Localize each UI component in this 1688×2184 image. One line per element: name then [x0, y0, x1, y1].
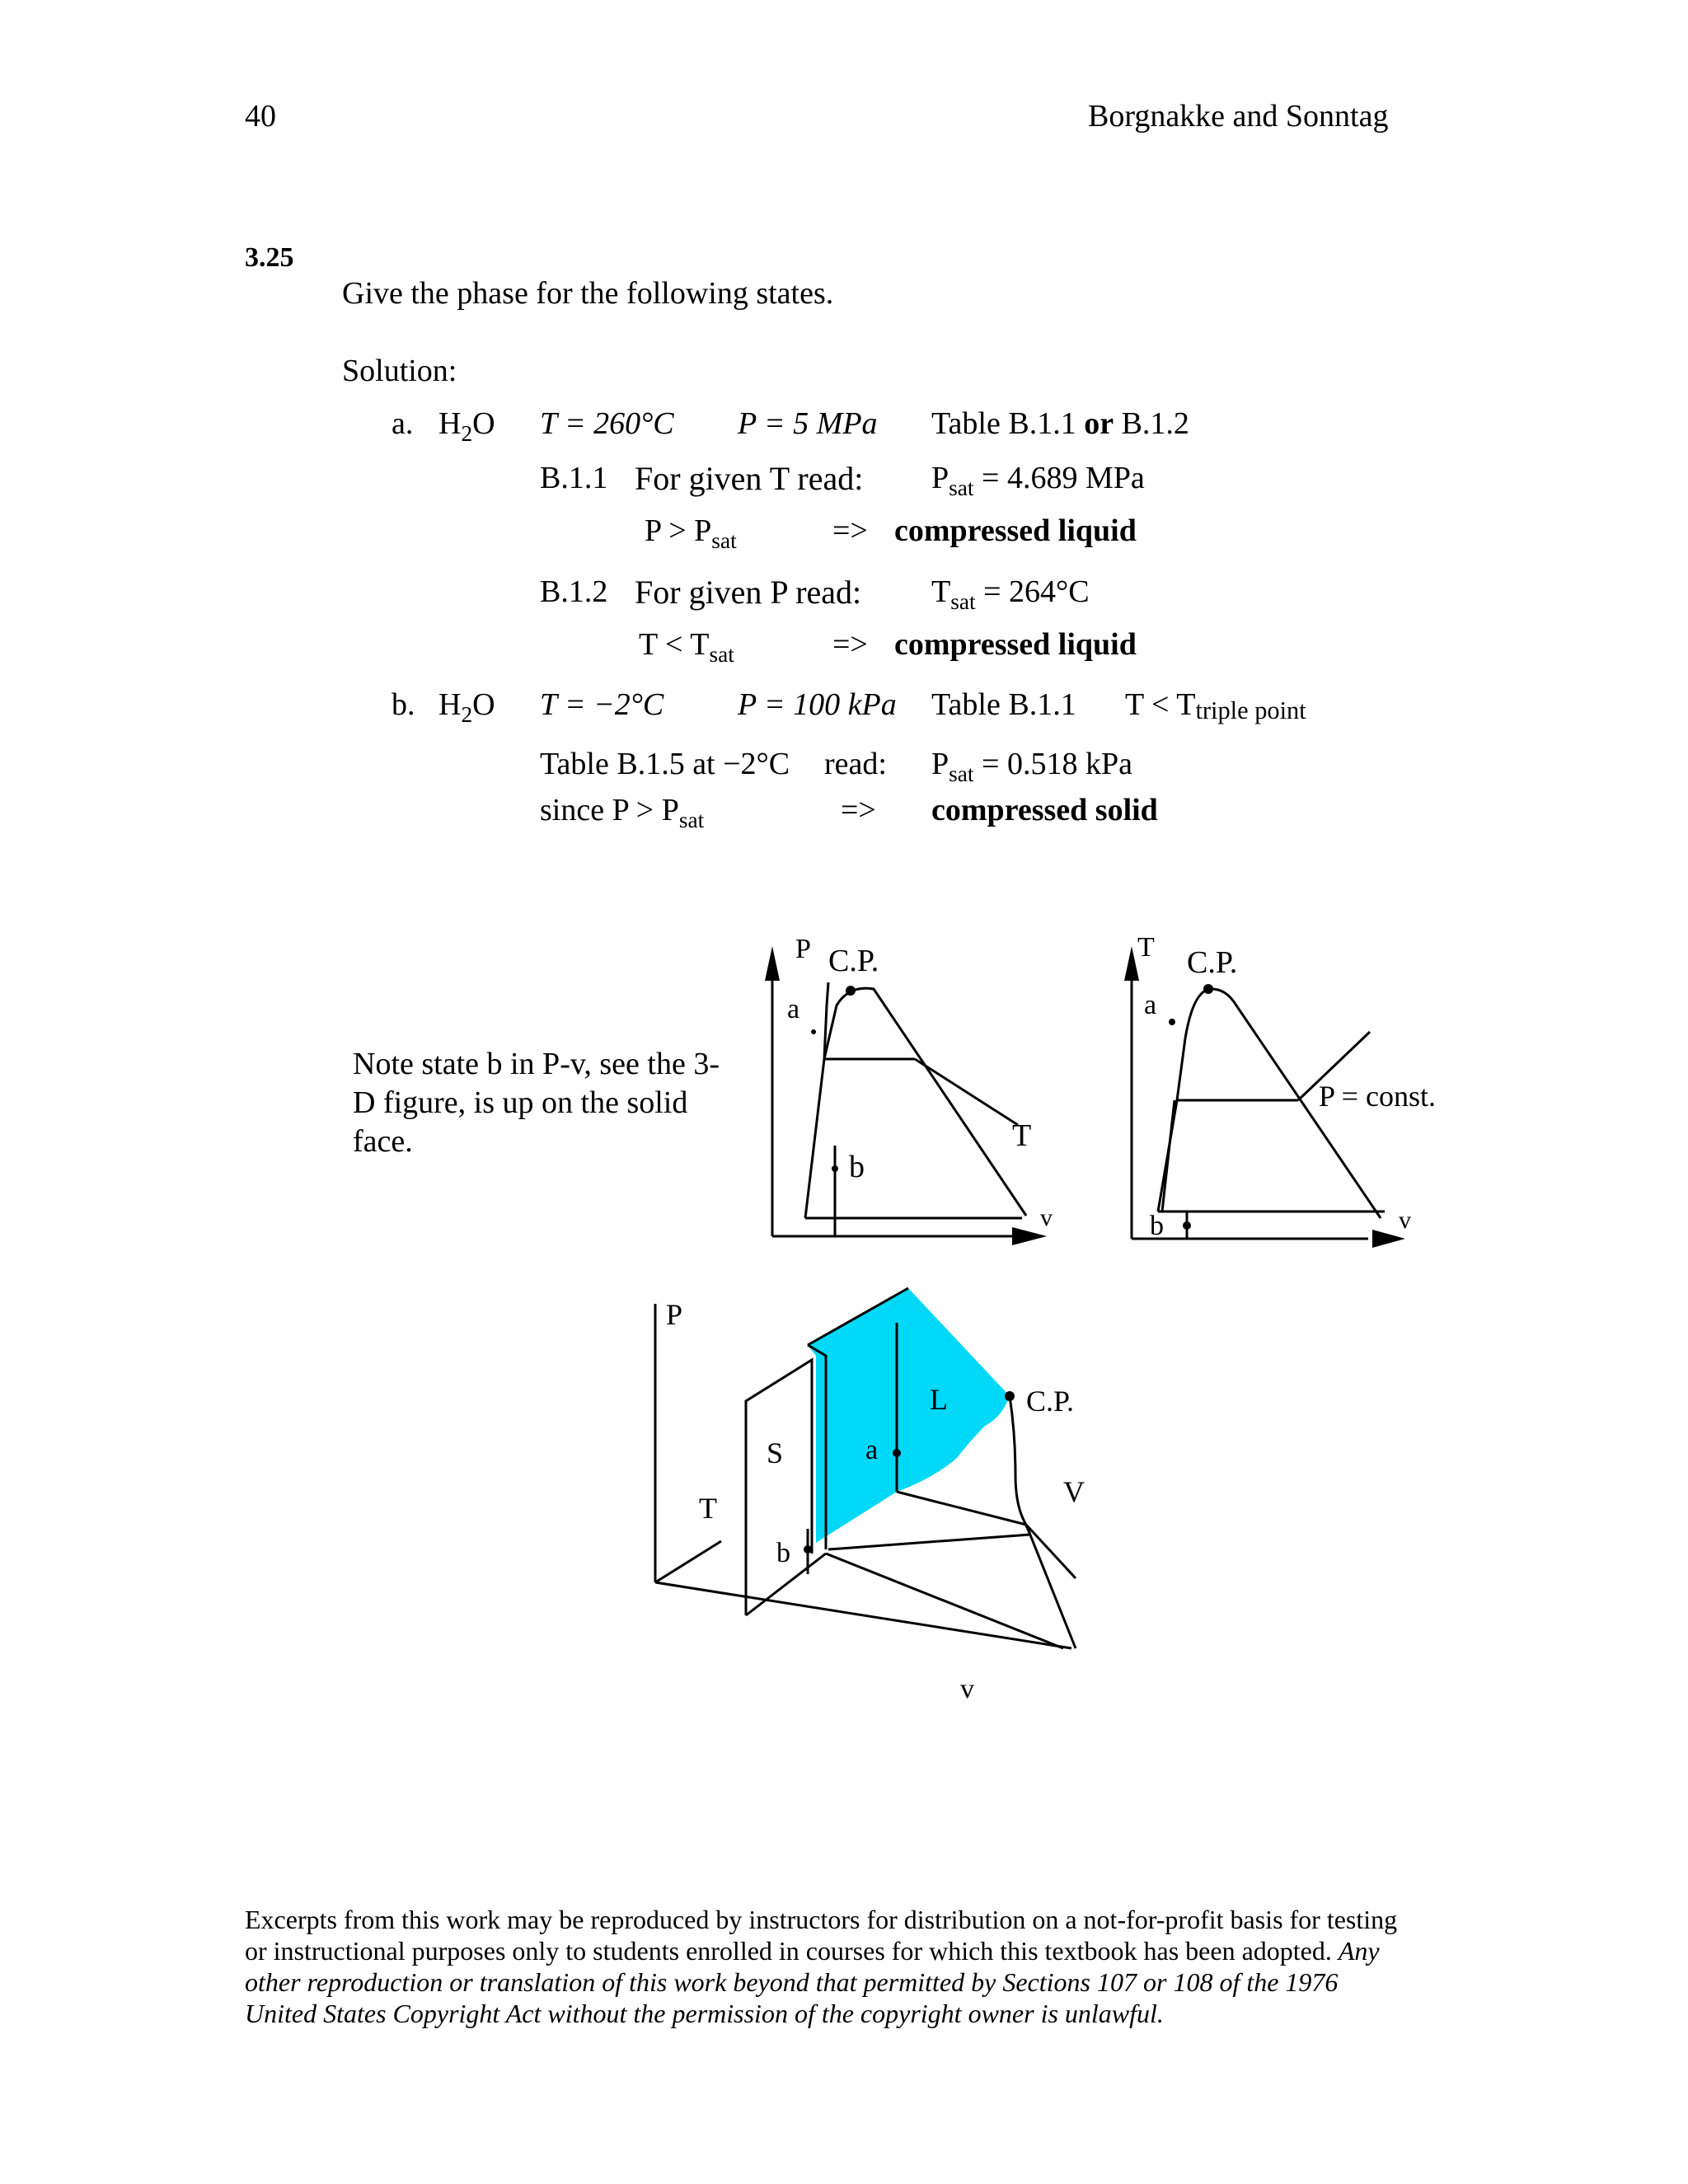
pvt-vapor-label: V: [1063, 1475, 1085, 1508]
pv-saturation-dome: [805, 988, 1026, 1218]
part-a-b11-text: For given T read:: [635, 460, 864, 497]
part-a-b12-value: $T_{sat} = 264^\circ C$: [931, 574, 1090, 614]
pvt-liquid-face: [808, 1288, 1010, 1543]
part-b-since: since $P > P_{sat}$: [540, 793, 705, 832]
problem-statement: Give the phase for the following states.: [342, 276, 834, 311]
part-b-substance: $H_2O$: [438, 687, 495, 727]
part-b-arrow: =>: [841, 793, 876, 827]
pvt-t-label: T: [699, 1492, 717, 1525]
pv-cp-label: C.P.: [828, 944, 879, 978]
pvt-diagram: [655, 1288, 1076, 1648]
pvt-vapor-slope: [1026, 1525, 1076, 1648]
pvt-b-label: b: [776, 1538, 790, 1568]
pvt-isobar-right: [1026, 1525, 1076, 1578]
part-a-b11-arrow: =>: [832, 513, 868, 548]
pv-a-label: a: [787, 994, 800, 1024]
pvt-triple-line: [828, 1535, 1030, 1549]
pv-point-b-dot: [832, 1165, 838, 1172]
part-b-pressure: P = 100 kPa: [738, 687, 897, 722]
part-b-b15-text: Table B.1.5 at −2°C: [540, 747, 790, 781]
part-a-b11-result: compressed liquid: [894, 513, 1137, 548]
running-header: Borgnakke and Sonntag: [1088, 99, 1389, 134]
pv-critical-point: [846, 986, 856, 996]
part-b-label: b.: [392, 687, 415, 722]
tv-cp-label: C.P.: [1187, 945, 1238, 980]
tv-critical-point: [1203, 984, 1213, 994]
part-b-result: compressed solid: [931, 793, 1158, 827]
tv-isobar-label: P = const.: [1319, 1080, 1436, 1113]
part-a-b12-arrow: =>: [832, 627, 868, 662]
part-b-triple-point: T < Ttriple point: [1125, 687, 1306, 724]
part-a-b12-label: B.1.2: [540, 574, 608, 609]
tv-solid-line: [1162, 1100, 1175, 1212]
part-a-table-ref: Table B.1.1 or B.1.2: [931, 406, 1189, 441]
part-b-b15-read: read:: [824, 747, 887, 781]
page-number: 40: [245, 99, 276, 134]
tv-point-b-dot: [1183, 1221, 1191, 1230]
part-a-substance: $H_2O$: [438, 406, 495, 446]
part-b-temperature: T = −2°C: [540, 687, 664, 722]
part-a-b11-comparison: $P > P_{sat}$: [645, 513, 737, 553]
part-a-label: a.: [392, 406, 414, 441]
pv-p-axis-arrowhead: [765, 946, 780, 981]
problem-number: 3.25: [245, 242, 294, 273]
pv-axis-p-label: P: [795, 934, 811, 964]
pvt-cp-label: C.P.: [1026, 1385, 1075, 1418]
note-text: Note state b in P-v, see the 3-D figure, is up on the solid face.: [353, 1047, 720, 1159]
part-a-b11-value: $P_{sat} = 4.689$ MPa: [931, 461, 1145, 500]
tv-a-label: a: [1144, 990, 1157, 1020]
tv-b-label: b: [1150, 1211, 1164, 1241]
pv-diagram: [765, 946, 1047, 1245]
pvt-v-label: v: [960, 1674, 974, 1704]
pvt-liquid-label: L: [930, 1383, 948, 1416]
solution-label: Solution:: [342, 354, 457, 388]
pvt-solid-label: S: [767, 1436, 784, 1469]
tv-axis-t-label: T: [1137, 932, 1155, 963]
pvt-base-edge: [826, 1554, 1063, 1648]
part-a-pressure: P = 5 MPa: [738, 406, 878, 441]
pvt-p-label: P: [666, 1298, 683, 1331]
part-a-temperature: T = 260°C: [540, 406, 674, 441]
pvt-solid-face-left: [746, 1360, 812, 1615]
pvt-t-axis: [655, 1541, 721, 1582]
part-a-b12-result: compressed liquid: [894, 627, 1137, 662]
pv-v-label: v: [1040, 1204, 1053, 1231]
part-b-b15-value: $P_{sat} = 0.518$ kPa: [931, 747, 1132, 786]
pv-isotherm: [915, 1059, 1018, 1125]
pvt-point-b-dot: [804, 1545, 812, 1554]
pvt-critical-point: [1005, 1391, 1015, 1401]
pvt-v-axis: [655, 1582, 1071, 1648]
pvt-point-a-dot: [893, 1449, 901, 1457]
copyright-notice: Excerpts from this work may be reproduced by instructors for distribution on a not-for-profit basis for testing or instructional purposes only to students enrolled in courses for which this textbook has been adopted. Any other reproduction or translation of this work beyond that permitted by Sections 107 or 108 of the 1976 United States Copyright Act without the permission of the copyright owner is unlawful.: [245, 1905, 1398, 2028]
pvt-a-label: a: [865, 1435, 879, 1465]
tv-point-a-dot: [1169, 1019, 1175, 1025]
pvt-vapor-line: [897, 1492, 1026, 1525]
pv-point-a-dot: [811, 1029, 816, 1034]
pv-b-label: b: [849, 1150, 865, 1184]
tv-v-label: v: [1399, 1207, 1411, 1234]
part-a-b12-comparison: $T < T_{sat}$: [639, 627, 734, 667]
pv-isotherm-label: T: [1012, 1118, 1032, 1153]
part-a-b11-label: B.1.1: [540, 461, 608, 495]
part-b-table-ref: Table B.1.1: [931, 687, 1076, 722]
part-a-b12-text: For given P read:: [635, 574, 862, 611]
